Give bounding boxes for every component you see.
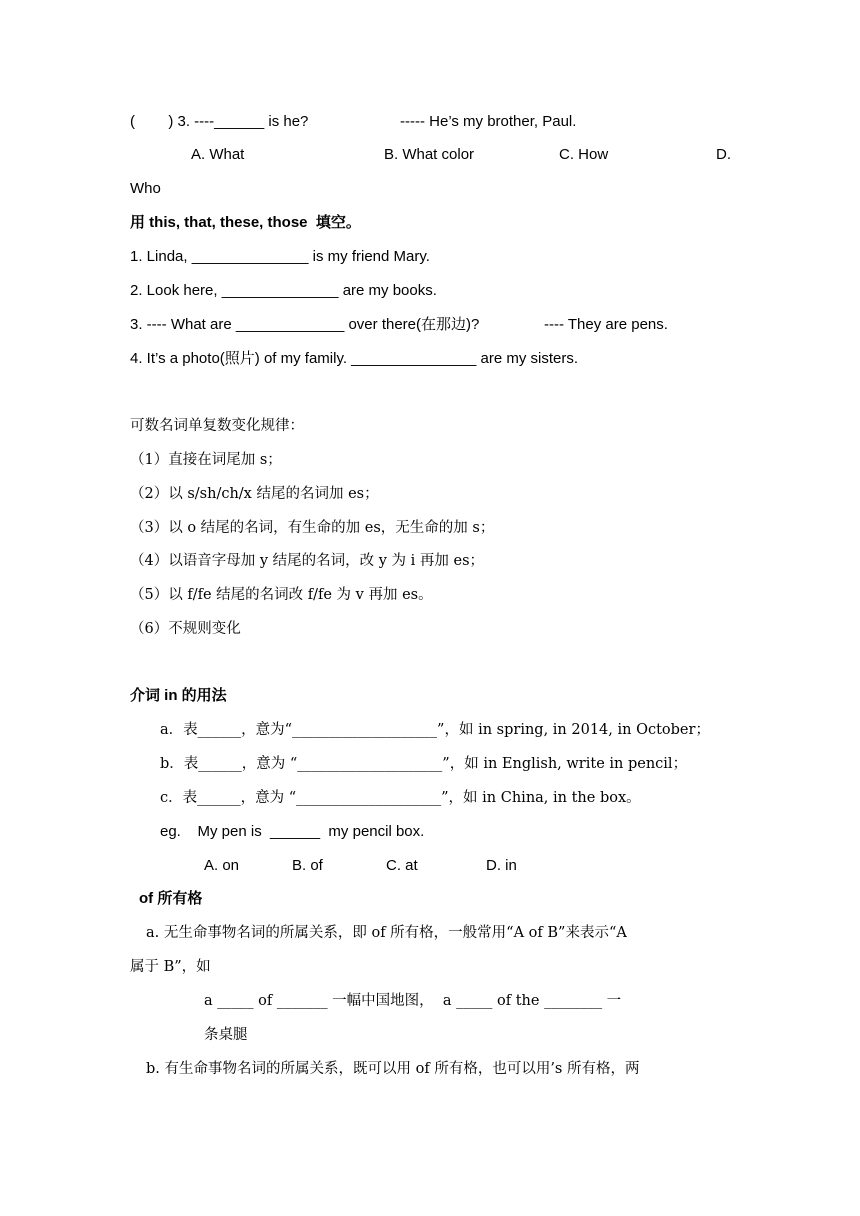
plural-rule-4: （4）以语音字母加 y 结尾的名词，改 y 为 i 再加 es； bbox=[130, 553, 485, 569]
fill-item-3-answer: ---- They are pens. bbox=[544, 316, 668, 333]
plural-rule-5: （5）以 f/fe 结尾的名词改 f/fe 为 v 再加 es。 bbox=[130, 587, 433, 603]
mcq-question: ( ) 3. ----______ is he? bbox=[130, 113, 309, 130]
of-possessive-example-line2: 条桌腿 bbox=[204, 1027, 248, 1043]
plural-rules-heading: 可数名词单复数变化规律： bbox=[130, 418, 304, 434]
prep-in-option-a: A. on bbox=[204, 857, 240, 874]
mcq-answer-hint: ----- He’s my brother, Paul. bbox=[400, 113, 577, 130]
of-possessive-heading: of 所有格 bbox=[139, 890, 203, 907]
mcq-option-c: C. How bbox=[559, 146, 609, 163]
fill-item-1: 1. Linda, ______________ is my friend Mary. bbox=[130, 248, 430, 265]
of-possessive-example-line1: a _____ of _______ 一幅中国地图， a _____ of the ________ 一 bbox=[204, 993, 622, 1009]
of-possessive-a-line2: 属于 B”，如 bbox=[130, 959, 211, 975]
mcq-option-d: D. bbox=[716, 146, 731, 163]
plural-rule-2: （2）以 s/sh/ch/x 结尾的名词加 es； bbox=[130, 486, 379, 502]
prep-in-option-c: C. at bbox=[386, 857, 418, 874]
plural-rule-6: （6）不规则变化 bbox=[130, 621, 241, 637]
mcq-option-a: A. What bbox=[191, 146, 245, 163]
plural-rule-3: （3）以 o 结尾的名词，有生命的加 es，无生命的加 s； bbox=[130, 520, 495, 536]
mcq-option-d-text: Who bbox=[130, 180, 161, 197]
of-possessive-b-line1: b. 有生命事物名词的所属关系，既可以用 of 所有格，也可以用’s 所有格，两 bbox=[146, 1061, 640, 1077]
fill-item-4: 4. It’s a photo(照片) of my family. _______________ are my sisters. bbox=[130, 350, 578, 367]
mcq-option-b: B. What color bbox=[384, 146, 475, 163]
fill-item-2: 2. Look here, ______________ are my books. bbox=[130, 282, 437, 299]
prep-in-item-c: c．表______，意为 “____________________”，如 in China, in the box。 bbox=[160, 790, 641, 806]
plural-rule-1: （1）直接在词尾加 s； bbox=[130, 452, 282, 468]
prep-in-item-b: b．表______，意为 “____________________”，如 in English, write in pencil； bbox=[160, 756, 688, 772]
prep-in-item-a: a．表______，意为“____________________”，如 in spring, in 2014, in October； bbox=[160, 722, 710, 738]
prep-in-option-b: B. of bbox=[292, 857, 323, 874]
fill-section-heading: 用 this, that, these, those 填空。 bbox=[130, 214, 361, 231]
prep-in-example: eg. My pen is ______ my pencil box. bbox=[160, 823, 425, 840]
prep-in-heading: 介词 in 的用法 bbox=[130, 687, 227, 704]
prep-in-option-d: D. in bbox=[486, 857, 517, 874]
of-possessive-a-line1: a. 无生命事物名词的所属关系，即 of 所有格，一般常用“A of B”来表示“A bbox=[146, 925, 627, 941]
fill-item-3: 3. ---- What are _____________ over there(在那边)? bbox=[130, 316, 480, 333]
